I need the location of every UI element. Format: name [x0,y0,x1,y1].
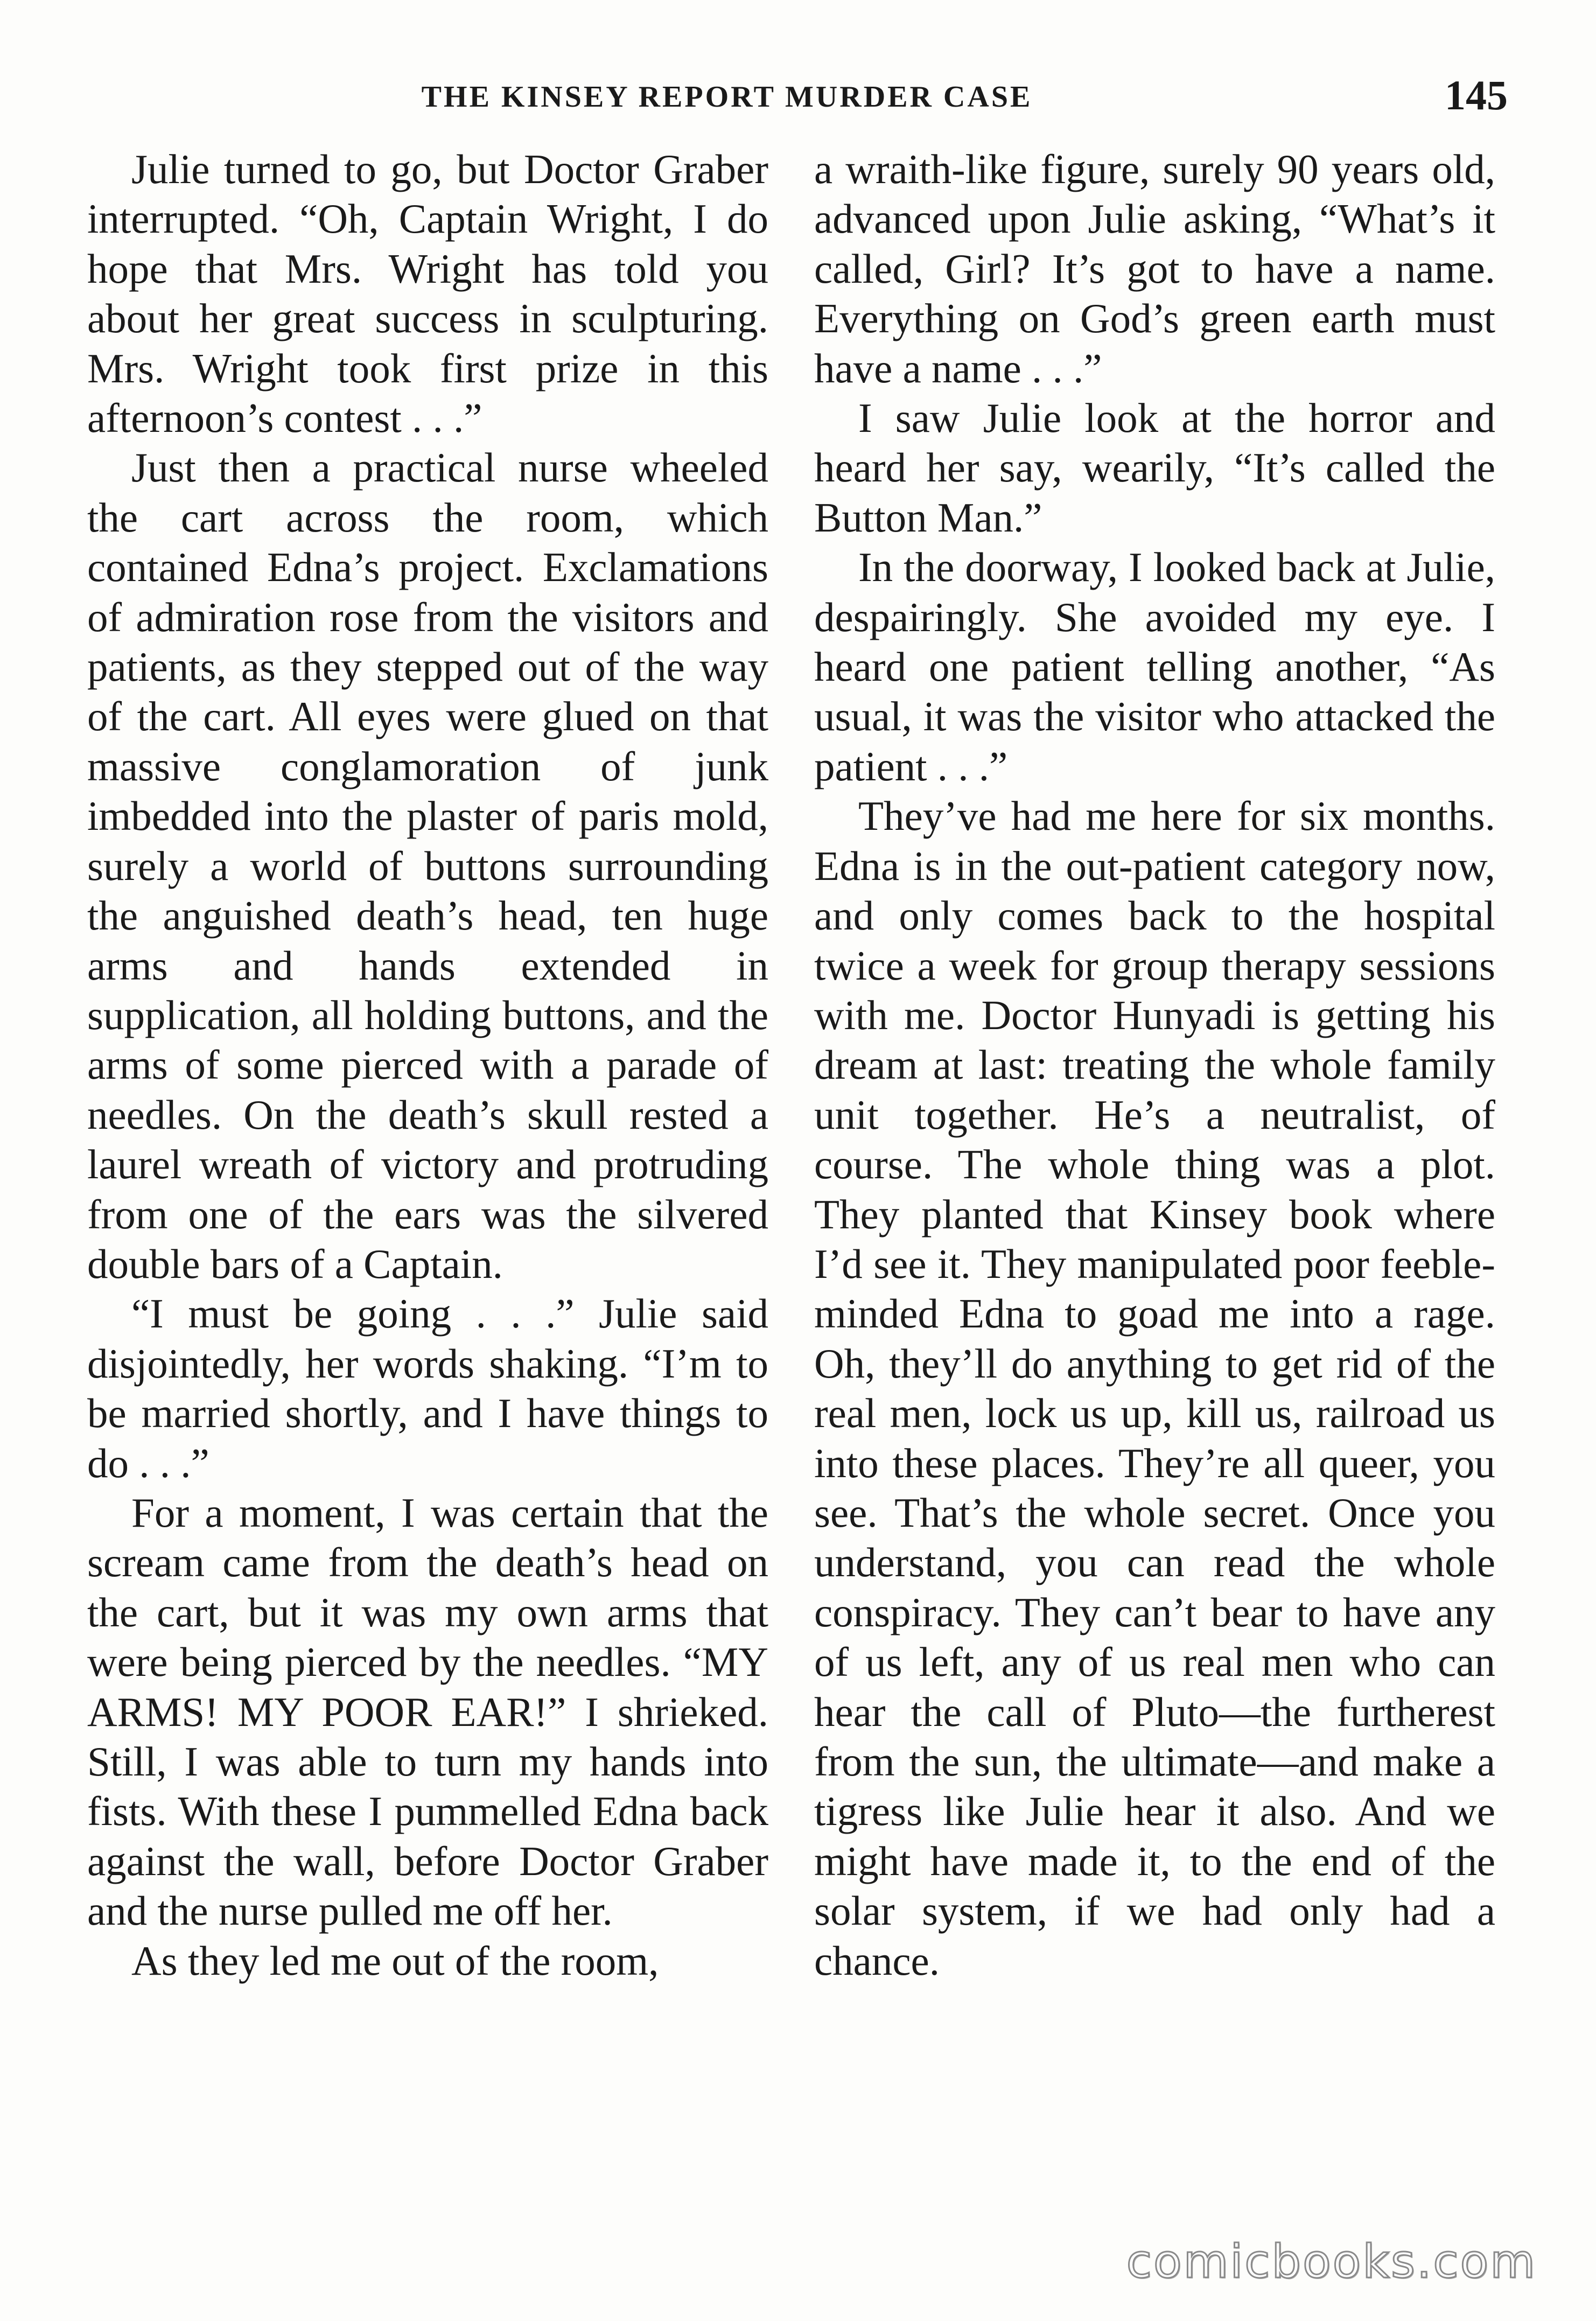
paragraph: Julie turned to go, but Doctor Graber interrupted. “Oh, Captain Wright, I do hope that Mrs. Wright has told you about her great success in sculpturing. Mrs. Wright took first prize in this afternoon’s contest . . .” [87,146,768,442]
running-head [86,72,1508,129]
page-number: 145 [1445,72,1508,118]
watermark: comicbooks.com [1126,2235,1537,2289]
right-column [814,144,1495,1986]
paragraph: Just then a practical nurse wheeled the cart across the room, which contained Edna’s project. Exclamations of admiration rose from the visitors and patients, as they stepped out of the way of the cart. All eyes were glued on that massive conglamoration of junk imbedded into the plaster of paris mold, surely a world of buttons surrounding the anguished death’s head, ten huge arms and hands extended in supplication, all holding buttons, and the arms of some pierced with a parade of needles. On the death’s skull rested a laurel wreath of victory and protruding from one of the ears was the silvered double bars of a Captain. [87,444,768,1287]
running-title: THE KINSEY REPORT MURDER CASE [421,80,1033,114]
paragraph: I saw Julie look at the horror and heard her say, wearily, “It’s called the Button Man.” [814,395,1495,541]
paragraph: They’ve had me here for six months. Edna is in the out-patient category now, and only comes back to the hospital twice a week for group therapy sessions with me. Doctor Hunyadi is getting his dream at last: treating the whole family unit together. He’s a neutralist, of course. The whole thing was a plot. They planted that Kinsey book where I’d see it. They manipulated poor feeble-minded Edna to goad me into a rage. Oh, they’ll do anything to get rid of the real men, lock us up, kill us, railroad us into these places. They’re all queer, you see. That’s the whole secret. Once you understand, you can read the whole conspiracy. They can’t bear to have any of us left, any of us real men who can hear the call of Pluto—the furtherest from the sun, the ultimate—and make a tigress like Julie hear it also. And we might have made it, to the end of the solar system, if we had only had a chance. [814,793,1495,1984]
paragraph: For a moment, I was certain that the scream came from the death’s head on the cart, but it was my own arms that were being pierced by the needles. “MY ARMS! MY POOR EAR!” I shrieked. Still, I was able to turn my hands into fists. With these I pummelled Edna back against the wall, before Doctor Graber and the nurse pulled me off her. [87,1489,768,1934]
paragraph: “I must be going . . .” Julie said disjointedly, her words shaking. “I’m to be married shortly, and I have things to do . . .” [87,1290,768,1486]
left-column [87,144,768,1986]
paragraph-continued: a wraith-like figure, surely 90 years old, advanced upon Julie asking, “What’s it called, Girl? It’s got to have a name. Everything on God’s green earth must have a name . . .” [814,146,1495,392]
paragraph: In the doorway, I looked back at Julie, despairingly. She avoided my eye. I heard one patient telling another, “As usual, it was the visitor who attacked the patient . . .” [814,544,1495,789]
paragraph: As they led me out of the room, [131,1937,659,1984]
